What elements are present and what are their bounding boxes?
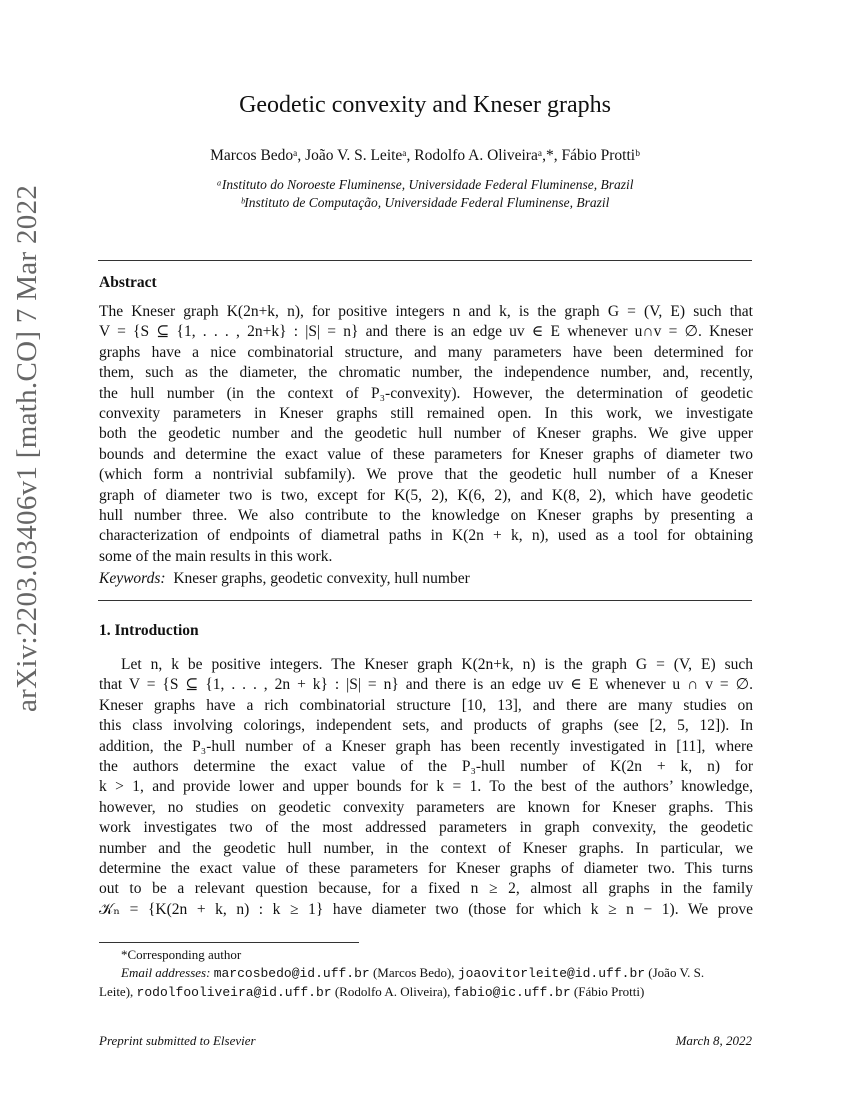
abstract-line: them, such as the diameter, the chromatic number, the independence number, and, recently, <box>99 364 753 382</box>
abstract-line: The Kneser graph K(2n+k, n), for positive integers n and k, is the graph G = (V, E) such that <box>99 303 753 320</box>
email-owner: (Fábio Protti) <box>573 984 645 999</box>
abstract-line: both the geodetic number and the geodetic hull number of Kneser graphs. We give upper <box>99 425 753 443</box>
abstract-line: some of the main results in this work. <box>99 547 333 565</box>
footnote-emails <box>99 964 753 983</box>
footnote-rule <box>99 942 359 943</box>
abstract-line: bounds and determine the exact value of these parameters for Kneser graphs of diameter two <box>99 445 753 463</box>
paper-title: Geodetic convexity and Kneser graphs <box>239 92 611 118</box>
footnote-emails-cont <box>99 983 753 1002</box>
intro-line: 𝒦ₙ = {K(2n + k, n) : k ≥ 1} have diameter two (those for which k ≥ n − 1). We prove <box>99 900 753 918</box>
footnotes <box>99 946 753 1002</box>
abstract-line: graph of diameter two is two, except for K(5, 2), K(6, 2), and K(8, 2), which have geodetic <box>99 486 753 504</box>
email-owner: (João V. S. <box>648 965 705 980</box>
abstract-line: convexity parameters in Kneser graphs still remained open. In this work, we investigate <box>99 405 753 423</box>
abstract-line: (which form a nontrivial subfamily). We prove that the geodetic hull number of a Kneser <box>99 466 753 484</box>
keywords-text: Kneser graphs, geodetic convexity, hull number <box>173 570 470 587</box>
affiliation-b: ᵇInstituto de Computação, Universidade Federal Fluminense, Brazil <box>240 195 610 210</box>
footer-date: March 8, 2022 <box>675 1033 752 1048</box>
intro-line: number and the geodetic hull number, in the context of Kneser graphs. In particular, we <box>99 839 753 857</box>
email-link[interactable]: rodolfooliveira@id.uff.br <box>136 985 332 1000</box>
keywords <box>99 569 753 589</box>
introduction-body <box>99 655 753 920</box>
email-link[interactable]: marcosbedo@id.uff.br <box>213 966 370 981</box>
email-owner: (Rodolfo A. Oliveira), <box>334 984 451 999</box>
abstract-bottom-rule <box>98 600 752 601</box>
arxiv-identifier: arXiv:2203.03406v1 [math.CO] 7 Mar 2022 <box>11 184 43 712</box>
intro-line: addition, the P₃-hull number of a Kneser graph has been recently investigated in [11], where <box>99 737 753 755</box>
section-heading-introduction: 1. Introduction <box>99 622 199 639</box>
email-link[interactable]: joaovitorleite@id.uff.br <box>457 966 646 981</box>
intro-line: k > 1, and provide lower and upper bounds for k = 1. To the best of the authors’ knowledge, <box>99 778 753 796</box>
abstract-heading: Abstract <box>99 274 157 291</box>
author-list: Marcos Bedoᵃ, João V. S. Leiteᵃ, Rodolfo A. Oliveiraᵃ,*, Fábio Prottiᵇ <box>210 147 640 164</box>
abstract-body <box>99 302 753 567</box>
email-label: Email addresses: <box>121 965 211 980</box>
footnote-corresponding: *Corresponding author <box>121 947 242 962</box>
intro-line: this class involving colorings, independent sets, and products of graphs (see [2, 5, 12]). In <box>99 717 753 735</box>
intro-line: work investigates two of the most addressed parameters in graph convexity, the geodetic <box>99 819 753 837</box>
abstract-line: hull number three. We also contribute to the knowledge on Kneser graphs by presenting a <box>99 507 753 525</box>
abstract-top-rule <box>98 260 752 261</box>
intro-line: Let n, k be positive integers. The Kneser graph K(2n+k, n) is the graph G = (V, E) such <box>121 656 753 673</box>
intro-line: determine the exact value of these parameters for Kneser graphs of diameter two. This turns <box>99 860 753 878</box>
footer-preprint: Preprint submitted to Elsevier <box>99 1033 256 1048</box>
abstract-line: the hull number (in the context of P₃-convexity). However, the determination of geodetic <box>99 384 753 402</box>
intro-line: the authors determine the exact value of the P₃-hull number of K(2n + k, n) for <box>99 758 753 776</box>
abstract-line: V = {S ⊆ {1, . . . , 2n+k} : |S| = n} and there is an edge uv ∈ E whenever u∩v = ∅. Kneser <box>99 323 753 341</box>
abstract-line: graphs have a nice combinatorial structure, and many parameters have been determined for <box>99 343 753 361</box>
intro-line: out to be a relevant question because, for a fixed n ≥ 2, almost all graphs in the family <box>99 880 753 898</box>
email-owner: Leite), <box>99 984 134 999</box>
keywords-label: Keywords: <box>99 570 166 587</box>
abstract-line: characterization of endpoints of diametral paths in K(2n + k, n), used as a tool for obtaining <box>99 527 753 545</box>
email-owner: (Marcos Bedo), <box>372 965 455 980</box>
intro-line: that V = {S ⊆ {1, . . . , 2n + k} : |S| = n} and there is an edge uv ∈ E whenever u ∩ v = ∅. <box>99 676 753 694</box>
email-link[interactable]: fabio@ic.uff.br <box>453 985 571 1000</box>
intro-line: Kneser graphs have a rich combinatorial structure [10, 13], and there are many studies on <box>99 696 753 714</box>
affiliation-a: ᵃInstituto do Noroeste Fluminense, Universidade Federal Fluminense, Brazil <box>216 177 634 192</box>
intro-line: however, no studies on geodetic convexity parameters are known for Kneser graphs. This <box>99 798 753 816</box>
